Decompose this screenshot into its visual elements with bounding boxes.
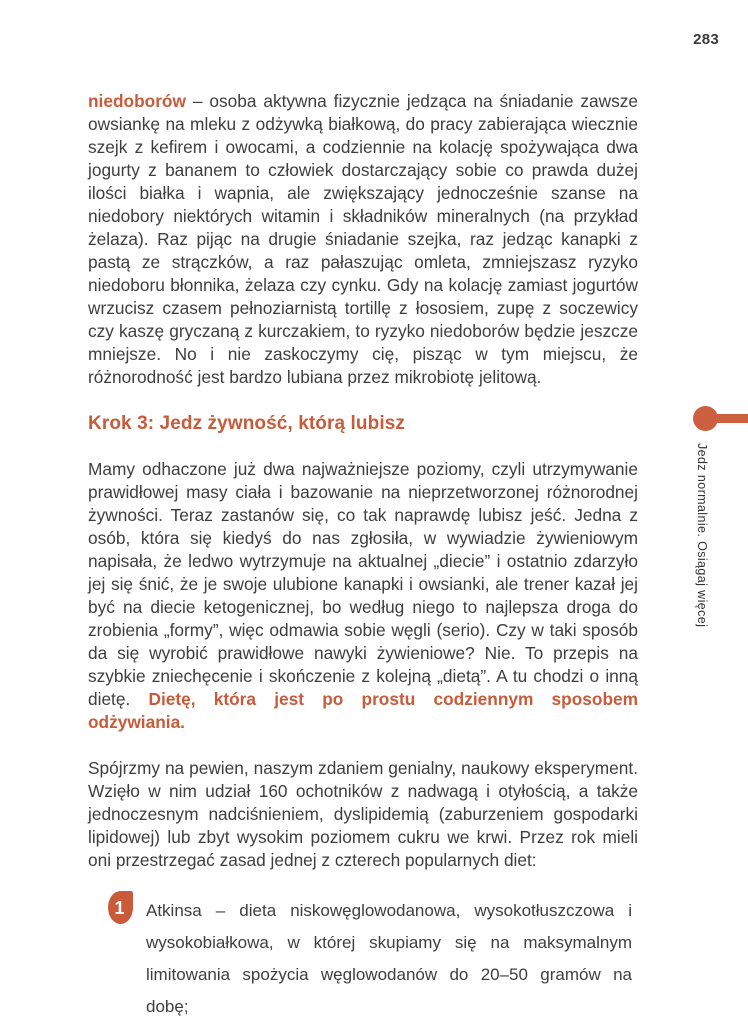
list-number: 1 [114, 897, 125, 918]
paragraph-emphasis-sentence: Dietę, która jest po prostu codziennym sposobem odżywiania. [88, 689, 638, 732]
page-content [88, 90, 638, 1023]
paragraph-body-text: – osoba aktywna fizycznie jedząca na śniadanie zawsze owsiankę na mleku z odżywką białkową, do pracy zabierająca wiecznie szejk z kefirem i owocami, a codziennie na kolację spożywająca dwa jogurty z bananem to człowiek dostarczający sobie co prawda dużej ilości białka i wapnia, ale zwiększający jednocześnie szanse na niedobory niektórych witamin i składników mineralnych (na przykład żelaza). Raz pijąc na drugie śniadanie szejka, raz jedząc kanapki z pastą ze strączków, a raz pałaszując omleta, zmniejszasz ryzyko niedoboru błonnika, żelaza czy cynku. Gdy na kolację zamiast jogurtów wrzucisz czasem pełnoziarnistą tortillę z łososiem, zupę z soczewicy czy kaszę gryczaną z kurczakiem, to ryzyko niedoborów będzie jeszcze mniejsze. No i nie zaskoczymy cię, pisząc w tym miejscu, że różnorodność jest bardzo lubiana przez mikrobiotę jelitową. [88, 91, 638, 387]
list-number-badge-icon [108, 891, 133, 924]
chapter-title-vertical: Jedz normalnie. Osiągaj więcej [695, 443, 709, 628]
section-heading-step3: Krok 3: Jedz żywność, którą lubisz [88, 413, 405, 434]
paragraph-deficiencies [88, 90, 638, 389]
chapter-marker-bar-icon [713, 414, 748, 423]
paragraph-lead-word: niedoborów [88, 91, 186, 111]
paragraph-experiment: Spójrzmy na pewien, naszym zdaniem genialny, naukowy eksperyment. Wzięło w nim udział 160 ochotników z nadwagą i otyłością, a także jednoczesnym nadciśnieniem, dyslipidemią (zaburzeniem gospodarki lipidowej) lub zbyt wysokim poziomem cukru we krwi. Przez rok mieli oni przestrzegać zasad jednej z czterech popularnych diet: [88, 758, 638, 870]
page-number: 283 [693, 31, 719, 48]
list-item-text: Atkinsa – dieta niskowęglowodanowa, wysokotłuszczowa i wysokobiałkowa, w której skupiamy się na maksymalnym limitowania spożycia węglowodanów do 20–50 gramów na dobę; [146, 901, 632, 1016]
paragraph-step3 [88, 458, 638, 734]
paragraph-body-text: Mamy odhaczone już dwa najważniejsze poziomy, czyli utrzymywanie prawidłowej masy ciała i bazowanie na nieprzetworzonej różnorodnej żywności. Teraz zastanów się, co tak naprawdę lubisz jeść. Jedna z osób, która się kiedyś do nas zgłosiła, w wywiadzie żywieniowym napisała, że ledwo wytrzymuje na aktualnej „diecie” i ostatnio zdarzyło jej się śnić, że je swoje ulubione kanapki i owsianki, ale trener kazał jej być na diecie ketogenicznej, bo według niego to najlepsza droga do zrobienia „formy”, więc odmawia sobie węgli (serio). Czy w taki sposób da się wyrobić prawidłowe nawyki żywieniowe? Nie. To przepis na szybkie zniechęcenie i skończenie z kolejną „dietą”. A tu chodzi o inną dietę. [88, 459, 638, 709]
diet-list-item-1 [108, 895, 638, 1023]
